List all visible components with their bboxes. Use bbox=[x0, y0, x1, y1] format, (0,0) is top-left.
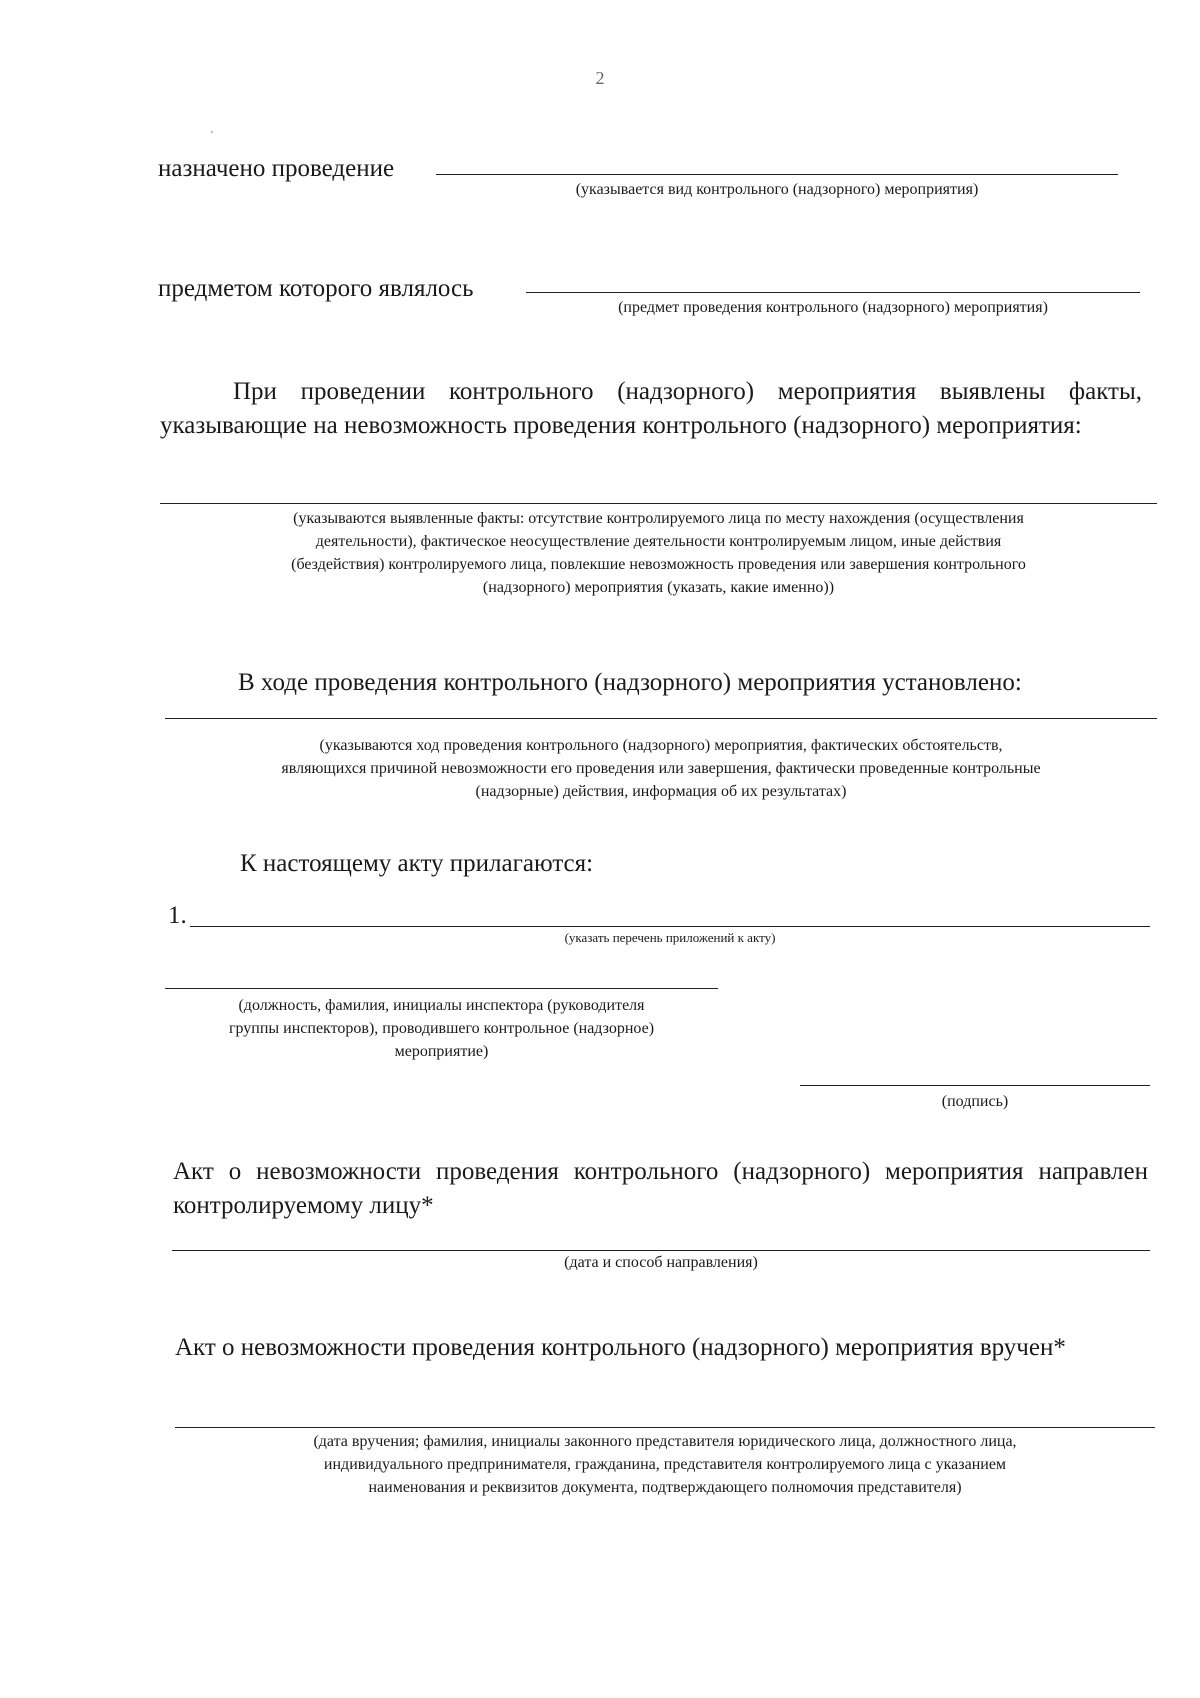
inspector-line[interactable] bbox=[165, 988, 718, 989]
inspector-caption bbox=[165, 994, 718, 1063]
delivered-caption-line: наименования и реквизитов документа, подтверждающего полномочия представителя) bbox=[368, 1479, 962, 1496]
assigned-label: назначено проведение bbox=[158, 155, 395, 182]
attachment-number: 1. bbox=[168, 902, 187, 929]
stray-mark: ' bbox=[211, 130, 213, 141]
findings-caption-line: (надзорные) действия, информация об их результатах) bbox=[475, 783, 847, 800]
findings-line[interactable] bbox=[165, 718, 1157, 719]
delivered-caption-line: (дата вручения; фамилия, инициалы законного представителя юридического лица, должностного лица, bbox=[313, 1433, 1017, 1450]
page-number: 2 bbox=[595, 68, 605, 88]
delivered-caption bbox=[175, 1430, 1155, 1499]
findings-caption bbox=[165, 734, 1157, 803]
inspection-type-caption: (указывается вид контрольного (надзорного) мероприятия) bbox=[575, 181, 979, 198]
facts-caption-line: (бездействия) контролируемого лица, повлекшие невозможность проведения или завершения контрольного bbox=[291, 556, 1026, 573]
findings-caption-line: (указываются ход проведения контрольного (надзорного) мероприятия, фактических обстоятельств, bbox=[319, 737, 1003, 754]
facts-caption-line: (надзорного) мероприятия (указать, какие именно)) bbox=[482, 579, 835, 596]
findings-caption-line: являющихся причиной невозможности его проведения или завершения, фактически проведенные контрольные bbox=[281, 760, 1041, 777]
subject-label: предметом которого являлось bbox=[158, 275, 474, 302]
facts-line[interactable] bbox=[160, 503, 1157, 504]
facts-paragraph: При проведении контрольного (надзорного) мероприятия выявлены факты, указывающие на невозможность проведения контрольного (надзорного) мероприятия: bbox=[160, 378, 1142, 439]
delivered-caption-line: индивидуального предпринимателя, гражданина, представителя контролируемого лица с указанием bbox=[323, 1456, 1007, 1473]
sent-caption: (дата и способ направления) bbox=[564, 1254, 758, 1271]
subject-line[interactable] bbox=[526, 292, 1140, 293]
facts-caption-line: (указываются выявленные факты: отсутствие контролируемого лица по месту нахождения (осуществления bbox=[293, 510, 1024, 527]
signature-caption: (подпись) bbox=[941, 1093, 1009, 1110]
inspector-caption-line: группы инспекторов), проводившего контрольное (надзорное) bbox=[228, 1020, 655, 1037]
attachments-heading: К настоящему акту прилагаются: bbox=[240, 850, 594, 877]
facts-caption-line: деятельности), фактическое неосуществление деятельности контролируемым лицом, иные действия bbox=[315, 533, 1002, 550]
delivered-paragraph: Акт о невозможности проведения контрольного (надзорного) мероприятия вручен* bbox=[175, 1334, 1066, 1361]
attachment-caption: (указать перечень приложений к акту) bbox=[564, 930, 776, 945]
inspector-caption-line: (должность, фамилия, инициалы инспектора (руководителя bbox=[238, 997, 645, 1014]
inspection-type-line[interactable] bbox=[436, 174, 1118, 175]
inspector-caption-line: мероприятие) bbox=[394, 1043, 489, 1060]
subject-caption: (предмет проведения контрольного (надзорного) мероприятия) bbox=[618, 299, 1048, 316]
delivered-line[interactable] bbox=[175, 1427, 1155, 1428]
signature-line[interactable] bbox=[800, 1085, 1150, 1086]
facts-caption bbox=[160, 507, 1157, 599]
sent-paragraph: Акт о невозможности проведения контрольного (надзорного) мероприятия направлен контролируемому лицу* bbox=[173, 1158, 1148, 1219]
findings-paragraph: В ходе проведения контрольного (надзорного) мероприятия установлено: bbox=[238, 669, 1022, 696]
